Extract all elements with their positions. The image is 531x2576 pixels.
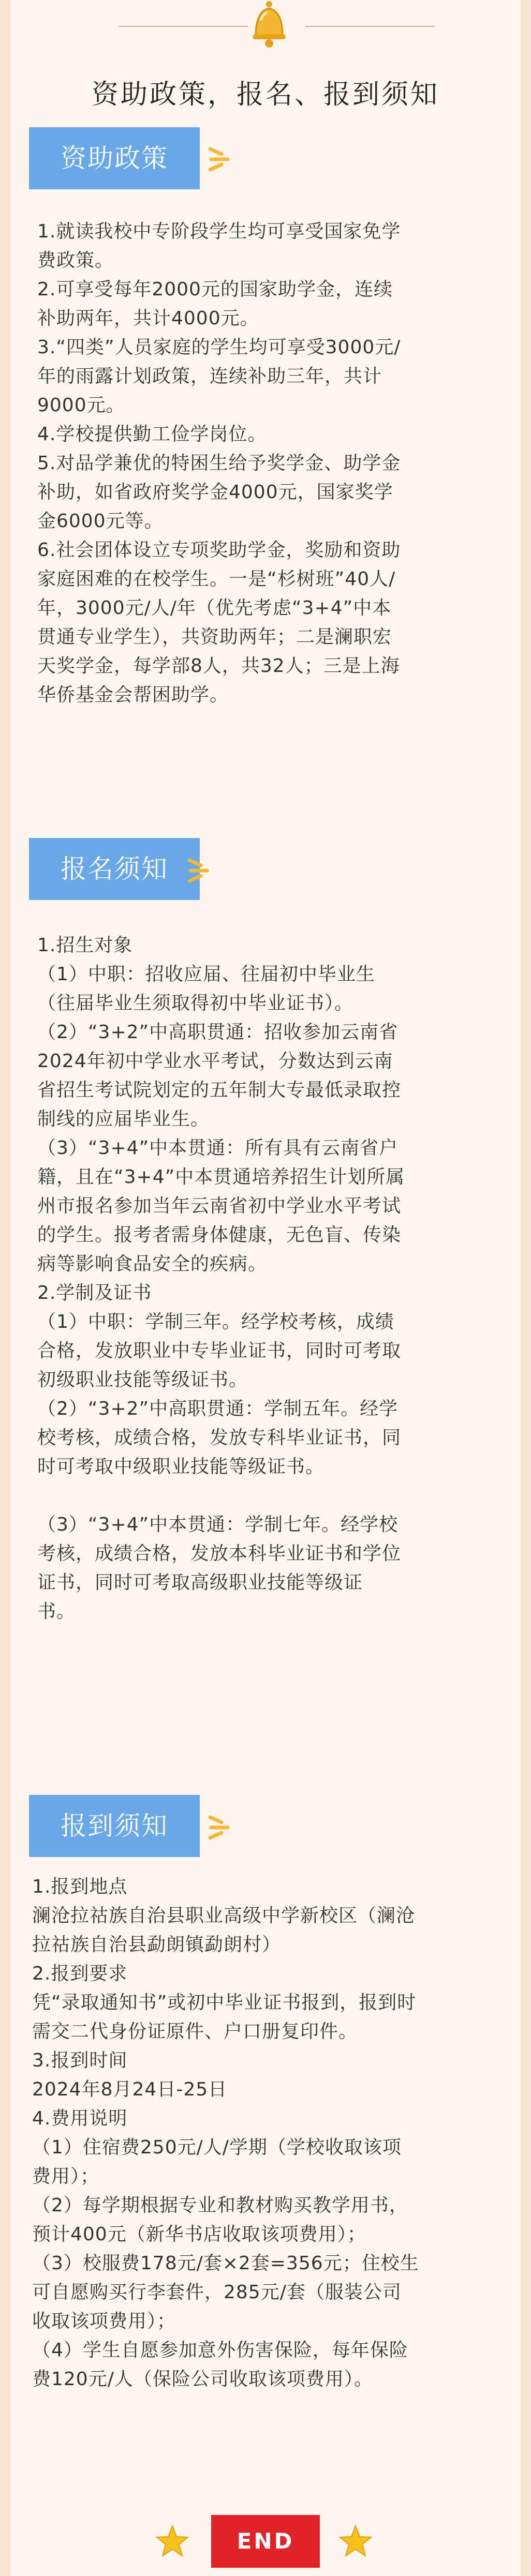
text-line: 的学生。报考者需身体健康，无色盲、传染 xyxy=(37,1224,402,1246)
text-line: 家庭困难的在校学生。一是“杉树班”40人/ xyxy=(37,568,396,590)
text-line: 费用）； xyxy=(32,2166,100,2187)
section-body-funding xyxy=(37,217,493,710)
text-line: 3.报到时间 xyxy=(32,2050,128,2071)
text-line: 1.招生对象 xyxy=(37,935,133,956)
text-line: （3）校服费178元/套×2套=356元；住校生 xyxy=(32,2253,419,2274)
text-line: （1）中职：招收应届、往届初中毕业生 xyxy=(37,964,375,985)
text-line: 6.社会团体设立专项奖助学金，奖励和资助 xyxy=(37,540,401,561)
section-body-enroll xyxy=(37,931,493,1626)
text-line: （2）“3+2”中高职贯通：学制五年。经学 xyxy=(37,1398,399,1419)
text-line: 华侨基金会帮困助学。 xyxy=(37,684,229,706)
bell-icon xyxy=(248,0,290,50)
text-line: 补助，如省政府奖学金4000元，国家奖学 xyxy=(37,482,393,503)
text-line: 初级职业技能等级证书。 xyxy=(37,1369,248,1390)
text-line: 州市报名参加当年云南省初中学业水平考试 xyxy=(37,1195,402,1217)
text-line: 4.学校提供勤工俭学岗位。 xyxy=(37,424,267,445)
text-line: 籍，且在“3+4”中本贯通培养招生计划所属 xyxy=(37,1166,405,1188)
text-line: 费120元/人（保险公司收取该项费用）。 xyxy=(32,2369,373,2390)
text-line: 证书，同时可考取高级职业技能等级证 xyxy=(37,1572,363,1593)
text-line: 4.费用说明 xyxy=(32,2108,128,2129)
text-line: 2.可享受每年2000元的国家助学金，连续 xyxy=(37,279,393,300)
section-heading-funding: 资助政策 xyxy=(29,127,200,189)
text-line: 年，3000元/人/年（优先考虑“3+4”中本 xyxy=(37,597,392,619)
text-line: 收取该项费用）； xyxy=(32,2311,176,2332)
text-line: 2024年初中学业水平考试，分数达到云南 xyxy=(37,1051,393,1072)
text-line: 校考核，成绩合格，发放专科毕业证书，同 xyxy=(37,1427,402,1448)
section-heading-enroll: 报名须知 xyxy=(29,838,200,900)
text-line: 天奖学金，每学部8人，共32人；三是上海 xyxy=(37,655,400,677)
section-heading-report: 报到须知 xyxy=(29,1795,200,1857)
text-line: 2.报到要求 xyxy=(32,1963,128,1984)
text-line: 考核，成绩合格，发放本科毕业证书和学位 xyxy=(37,1543,402,1564)
text-line: 澜沧拉祜族自治县职业高级中学新校区（澜沧 xyxy=(32,1905,416,1926)
text-line: 合格，发放职业中专毕业证书，同时可考取 xyxy=(37,1340,402,1361)
text-line: （往届毕业生须取得初中毕业证书）。 xyxy=(37,993,354,1014)
section-body-report xyxy=(32,1873,498,2394)
text-line: 费政策。 xyxy=(37,250,114,271)
text-line: 1.就读我校中专阶段学生均可享受国家免学 xyxy=(37,221,401,242)
text-line: 1.报到地点 xyxy=(32,1876,128,1897)
text-line xyxy=(37,1481,493,1510)
text-line: 拉祜族自治县勐朗镇勐朗村） xyxy=(32,1934,282,1955)
text-line: （4）学生自愿参加意外伤害保险，每年保险 xyxy=(32,2340,408,2361)
star-icon xyxy=(338,2524,373,2558)
text-line: 凭“录取通知书”或初中毕业证书报到，报到时 xyxy=(32,1992,417,2013)
text-line: 需交二代身份证原件、户口册复印件。 xyxy=(32,2021,358,2042)
sparkle-icon xyxy=(186,851,217,887)
text-line: 省招生考试院划定的五年制大专最低录取控 xyxy=(37,1080,402,1101)
text-line: （3）“3+4”中本贯通：所有具有云南省户 xyxy=(37,1137,399,1159)
text-line: 2.学制及证书 xyxy=(37,1282,152,1304)
end-label: END xyxy=(211,2515,320,2568)
text-line: 可自愿购买行李套件，285元/套（服装公司 xyxy=(32,2282,402,2303)
text-line: 病等影响食品安全的疾病。 xyxy=(37,1253,268,1275)
text-line: 年的雨露计划政策，连续补助三年，共计 xyxy=(37,366,382,387)
text-line: 5.对品学兼优的特困生给予奖学金、助学金 xyxy=(37,453,401,474)
text-line: （1）住宿费250元/人/学期（学校收取该项 xyxy=(32,2137,402,2158)
text-line: 补助两年，共计4000元。 xyxy=(37,308,259,329)
star-icon xyxy=(155,2524,189,2558)
text-line: 制线的应届毕业生。 xyxy=(37,1109,210,1130)
text-line: （3）“3+4”中本贯通：学制七年。经学校 xyxy=(37,1514,399,1535)
divider xyxy=(305,26,435,27)
text-line: （1）中职：学制三年。经学校考核，成绩 xyxy=(37,1311,394,1332)
sparkle-icon xyxy=(207,1808,238,1844)
text-line: 书。 xyxy=(37,1601,76,1622)
text-line: 时可考取中级职业技能等级证书。 xyxy=(37,1456,325,1477)
text-line: 2024年8月24日-25日 xyxy=(32,2079,228,2100)
text-line: 9000元。 xyxy=(37,395,125,416)
divider xyxy=(119,26,248,27)
text-line: （2）“3+2”中高职贯通：招收参加云南省 xyxy=(37,1022,399,1043)
text-line: 贯通专业学生），共资助两年；二是澜职宏 xyxy=(37,626,392,648)
text-line: （2）每学期根据专业和教材购买教学用书， xyxy=(32,2195,408,2216)
sparkle-icon xyxy=(207,140,238,176)
page-title: 资助政策，报名、报到须知 xyxy=(91,79,439,110)
text-line: 预计400元（新华书店收取该项费用）； xyxy=(32,2224,366,2245)
text-line: 金6000元等。 xyxy=(37,511,164,532)
text-line: 3.“四类”人员家庭的学生均可享受3000元/ xyxy=(37,337,401,358)
